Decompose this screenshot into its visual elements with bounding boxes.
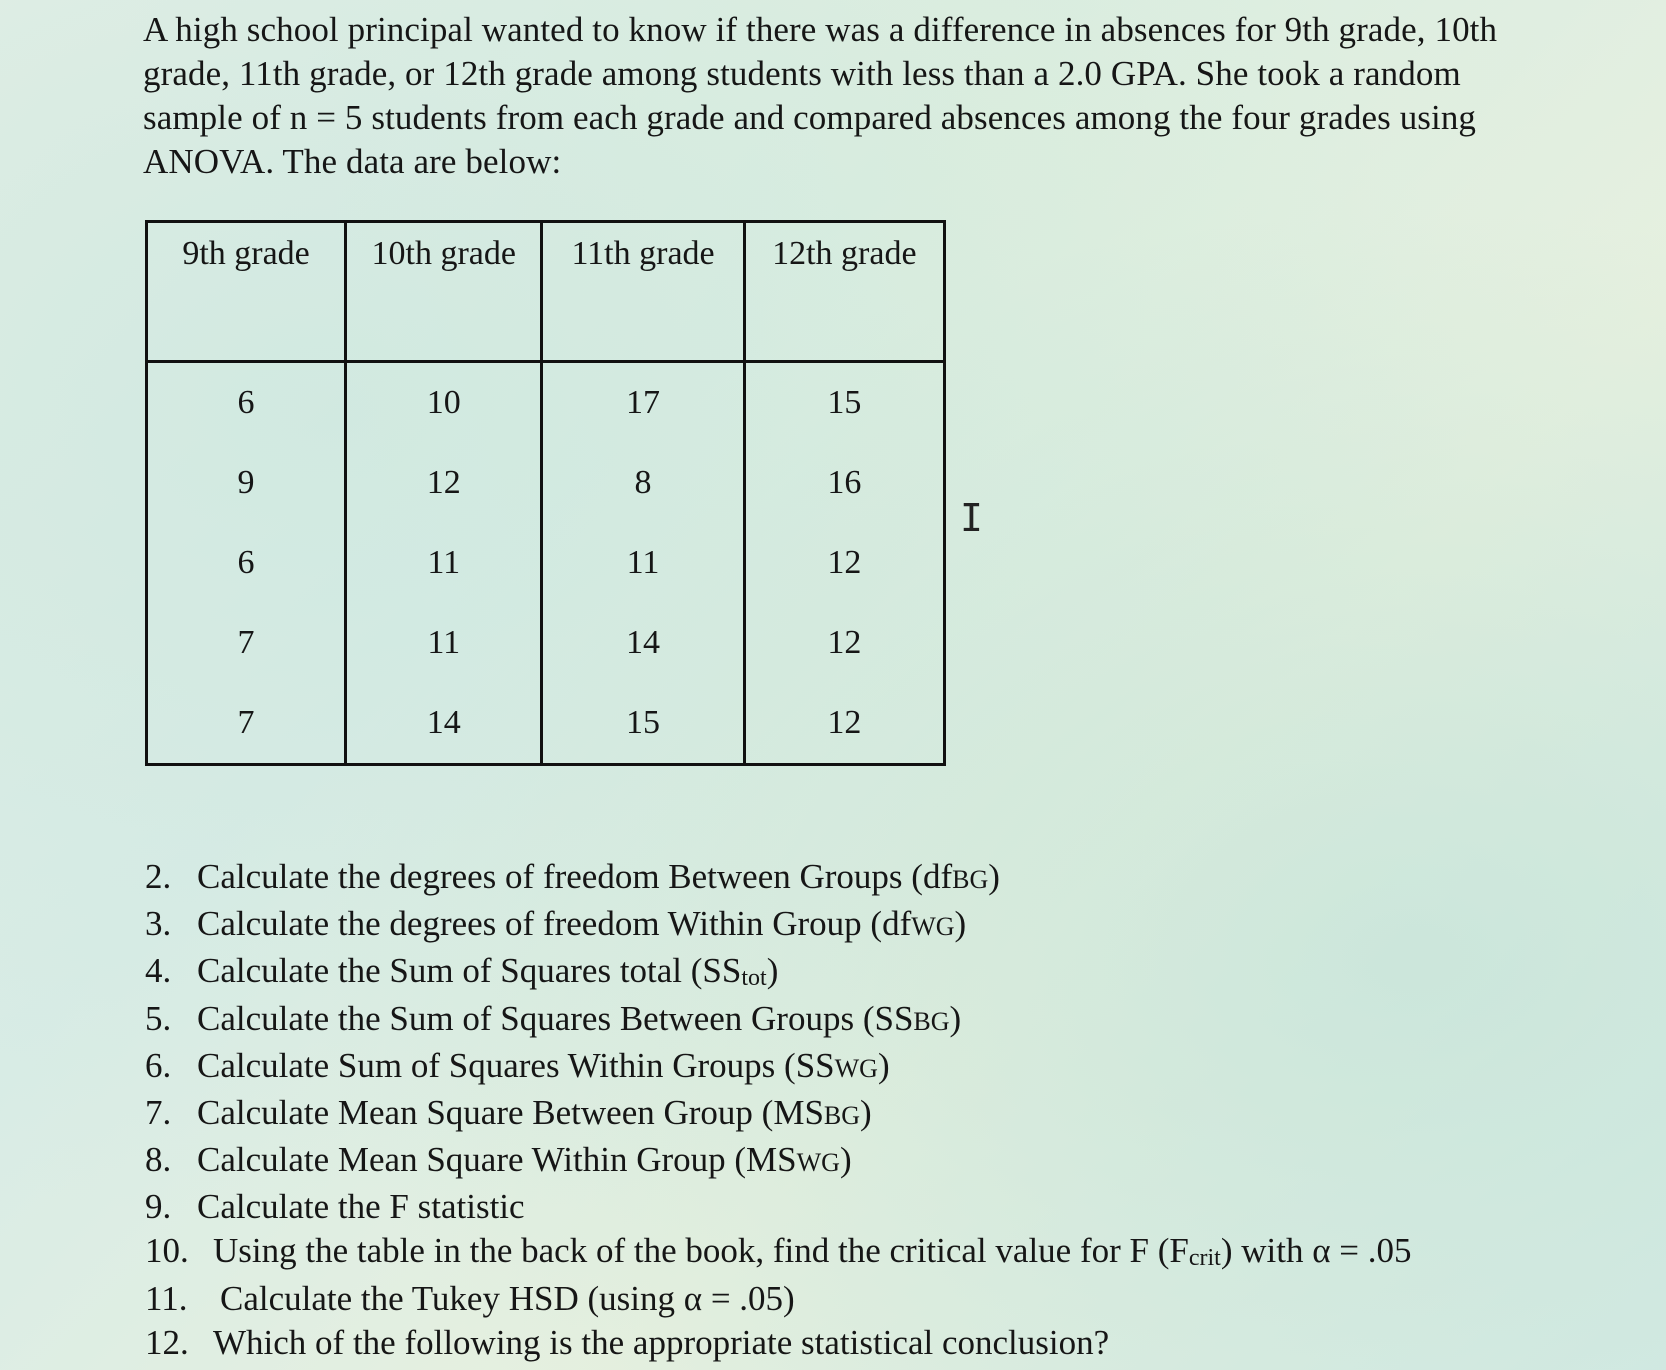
question-text: Calculate Sum of Squares Within Groups (SSWG) <box>197 1046 890 1085</box>
table-cell: 11 <box>542 523 744 603</box>
question-item <box>145 1138 1625 1185</box>
table-cell: 15 <box>542 683 744 765</box>
question-text: Calculate the Sum of Squares Between Groups (SSBG) <box>197 999 962 1038</box>
absences-data-table <box>145 220 946 766</box>
question-text: Using the table in the back of the book, find the critical value for F (Fcrit) with α = .05 <box>213 1231 1412 1271</box>
question-item <box>145 949 1625 997</box>
column-header-12th-grade: 12th grade <box>744 222 944 362</box>
table-cell: 15 <box>744 362 944 444</box>
table-cell: 16 <box>744 443 944 523</box>
table-cell: 7 <box>147 683 346 765</box>
question-item <box>145 1277 1625 1321</box>
question-text: Which of the following is the appropriate statistical conclusion? <box>213 1323 1110 1362</box>
column-header-11th-grade: 11th grade <box>542 222 744 362</box>
problem-line: sample of n = 5 students from each grade and compared absences among the four grades using <box>143 98 1477 137</box>
question-text: Calculate the degrees of freedom Within Group (dfWG) <box>197 904 967 943</box>
question-item <box>145 997 1625 1044</box>
text-cursor-icon: I <box>960 496 983 540</box>
question-text: Calculate the degrees of freedom Between Groups (dfBG) <box>197 857 1000 896</box>
problem-line: grade, 11th grade, or 12th grade among students with less than a 2.0 GPA. She took a random <box>143 54 1461 93</box>
table-cell: 12 <box>744 683 944 765</box>
column-header-9th-grade: 9th grade <box>147 222 346 362</box>
question-item <box>145 902 1625 949</box>
table-cell: 11 <box>346 603 542 683</box>
question-text: Calculate Mean Square Between Group (MSBG) <box>197 1093 872 1132</box>
table-cell: 6 <box>147 523 346 603</box>
table-cell: 9 <box>147 443 346 523</box>
question-item <box>145 1044 1625 1091</box>
table-cell: 10 <box>346 362 542 444</box>
table-cell: 6 <box>147 362 346 444</box>
table-cell: 14 <box>346 683 542 765</box>
problem-statement <box>143 8 1623 184</box>
table-cell: 12 <box>346 443 542 523</box>
question-number: 12. <box>145 1323 189 1362</box>
table-row <box>147 603 945 683</box>
column-header-10th-grade: 10th grade <box>346 222 542 362</box>
question-item <box>145 1321 1625 1365</box>
table-cell: 7 <box>147 603 346 683</box>
problem-line: A high school principal wanted to know if there was a difference in absences for 9th grade, 10th <box>143 10 1498 49</box>
question-number: 11. <box>145 1279 188 1318</box>
table-cell: 14 <box>542 603 744 683</box>
table-row <box>147 362 945 444</box>
question-number: 10. <box>145 1231 189 1270</box>
question-number: 5. <box>145 999 172 1038</box>
table-row <box>147 683 945 765</box>
table-cell: 11 <box>346 523 542 603</box>
question-item <box>145 1091 1625 1138</box>
question-number: 3. <box>145 904 172 943</box>
table-row <box>147 443 945 523</box>
question-number: 9. <box>145 1187 172 1226</box>
question-text: Calculate the F statistic <box>197 1187 525 1226</box>
question-text: Calculate the Tukey HSD (using α = .05) <box>220 1279 795 1318</box>
table-cell: 17 <box>542 362 744 444</box>
question-number: 8. <box>145 1140 172 1179</box>
problem-line: ANOVA. The data are below: <box>143 142 562 181</box>
table-cell: 12 <box>744 523 944 603</box>
question-number: 4. <box>145 951 172 990</box>
question-number: 2. <box>145 857 172 896</box>
question-item <box>145 1229 1625 1277</box>
question-list <box>145 855 1625 1365</box>
table-cell: 8 <box>542 443 744 523</box>
question-number: 6. <box>145 1046 172 1085</box>
table-header-row <box>147 222 945 362</box>
question-item <box>145 1185 1625 1229</box>
table-cell: 12 <box>744 603 944 683</box>
question-text: Calculate Mean Square Within Group (MSWG) <box>197 1140 852 1179</box>
question-item <box>145 855 1625 902</box>
question-number: 7. <box>145 1093 172 1132</box>
table-row <box>147 523 945 603</box>
question-text: Calculate the Sum of Squares total (SStot) <box>197 951 779 991</box>
